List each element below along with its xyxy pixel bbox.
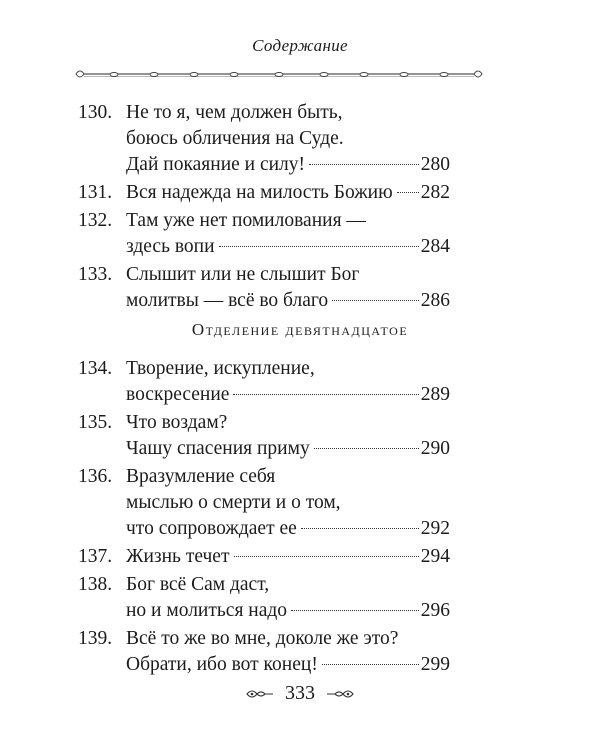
entry-final-line [126,516,450,542]
entry-title-line: Там уже нет помилования — [126,210,366,231]
dot-leader [233,393,418,395]
entry-number: 135. [78,412,113,433]
dot-leader [314,447,419,449]
entry-final-line [126,180,450,206]
dot-leader [322,663,419,665]
entry-title-line: Что воздам? [126,412,228,433]
entry-page-number: 296 [420,600,450,621]
entry-page-number: 292 [420,518,450,539]
entry-page-number: 299 [420,654,450,675]
entry-page-number: 280 [420,154,450,175]
entry-title-line: боюсь обличения на Суде. [126,128,344,149]
dot-leader [397,191,419,193]
entry-title-line: Всё то же во мне, доколе же это? [126,628,399,649]
entry-page-number: 290 [420,438,450,459]
page-footer [0,682,600,705]
entry-page-number: 282 [420,182,450,203]
entry-title-line: мыслью о смерти и о том, [126,492,341,513]
entry-page-number: 286 [420,290,450,311]
running-title: Содержание [252,36,348,55]
toc-entry [78,572,450,624]
dot-leader [234,555,419,557]
entry-title-line: Слышит или не слышит Бог [126,264,360,285]
entry-number: 136. [78,466,113,487]
entry-title-line: Дай покаяние и силу! [126,154,306,175]
entry-title-line: Обрати, ибо вот конец! [126,654,318,675]
entry-number: 133. [78,264,113,285]
entry-page-number: 284 [420,236,450,257]
entry-title-line: молитвы — всё во благо [126,290,329,311]
toc-entry [78,180,450,206]
entry-title-line: Творение, искупление, [126,358,315,379]
toc-entry [78,208,450,260]
toc-entry [78,410,450,462]
toc-entry [78,100,450,178]
ornament-divider [74,66,484,82]
entry-title-line: Чашу спасения приму [126,438,310,459]
entry-number: 131. [78,182,113,203]
ornament-right-icon [325,688,355,700]
toc-entry [78,356,450,408]
entry-title-line: Не то я, чем должен быть, [126,102,343,123]
dot-leader [309,163,419,165]
entry-number: 134. [78,358,113,379]
dot-leader [219,245,419,247]
entry-title-line: воскресение [126,384,230,405]
entry-final-line [126,652,450,678]
entry-final-line [126,382,450,408]
dot-leader [332,299,419,301]
entry-page-number: 289 [420,384,450,405]
entry-number: 130. [78,102,113,123]
dot-leader [291,609,419,611]
toc-entry [78,464,450,542]
entry-title-line: здесь вопи [126,236,215,257]
toc-list [78,100,450,316]
entry-title-line: что сопровождает ее [126,518,297,539]
entry-final-line [126,288,450,314]
entry-page-number: 294 [420,546,450,567]
entry-final-line [126,436,450,462]
entry-title-line: но и молиться надо [126,600,288,621]
entry-number: 137. [78,546,113,567]
entry-final-line [126,598,450,624]
entry-title-line: Бог всё Сам даст, [126,574,270,595]
entry-final-line [126,152,450,178]
page-number: 333 [285,682,315,704]
entry-final-line [126,234,450,260]
toc-list [78,356,450,680]
entry-title-line: Жизнь течет [126,546,230,567]
entry-number: 132. [78,210,113,231]
ornament-left-icon [245,688,275,700]
entry-title-line: Вразумление себя [126,466,276,487]
entry-title-line: Вся надежда на милость Божию [126,182,393,203]
dot-leader [301,527,419,529]
entry-number: 138. [78,574,113,595]
entry-final-line [126,544,450,570]
toc-entry [78,626,450,678]
toc-entry [78,544,450,570]
section-heading: Отделение девятнадцатое [191,320,409,339]
entry-number: 139. [78,628,113,649]
toc-entry [78,262,450,314]
